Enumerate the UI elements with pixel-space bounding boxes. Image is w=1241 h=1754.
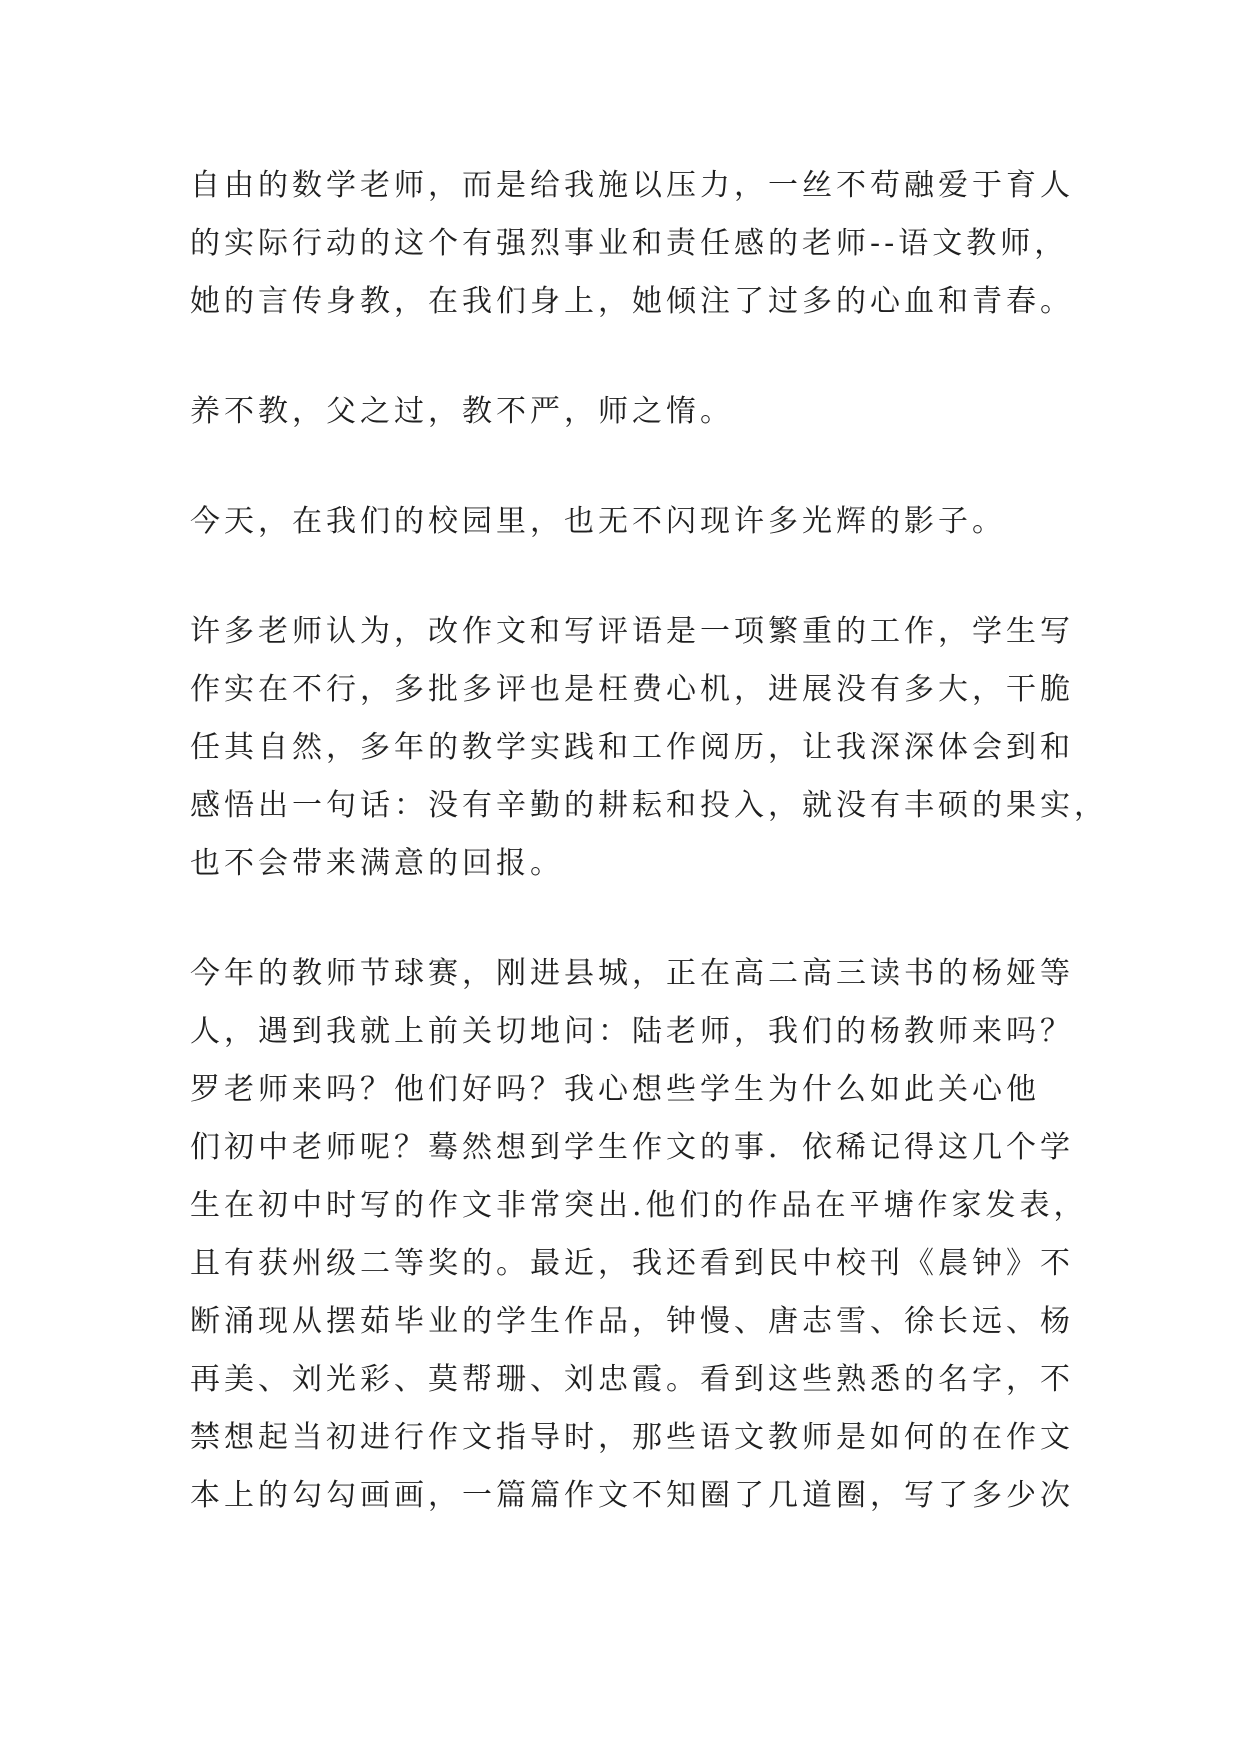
paragraph bbox=[190, 603, 1108, 893]
text-line: 的实际行动的这个有强烈事业和责任感的老师--语文教师， bbox=[190, 226, 1069, 261]
text-line: 也不会带来满意的回报。 bbox=[190, 846, 564, 881]
paragraph bbox=[190, 493, 1070, 551]
text-line: 今天，在我们的校园里，也无不闪现许多光辉的影子。 bbox=[190, 504, 1006, 539]
text-line: 们初中老师呢？蓦然想到学生作文的事．依稀记得这几个学 bbox=[190, 1130, 1074, 1165]
document-body bbox=[190, 157, 1108, 1577]
text-line: 再美、刘光彩、莫帮珊、刘忠霞。看到这些熟悉的名字，不 bbox=[190, 1362, 1074, 1397]
paragraph bbox=[190, 157, 1074, 331]
paragraph bbox=[190, 945, 1088, 1525]
paragraph bbox=[190, 383, 1070, 441]
text-line: 禁想起当初进行作文指导时，那些语文教师是如何的在作文 bbox=[190, 1420, 1074, 1455]
text-line: 感悟出一句话：没有辛勤的耕耘和投入，就没有丰硕的果实， bbox=[190, 788, 1108, 823]
text-line: 且有获州级二等奖的。最近，我还看到民中校刊《晨钟》不 bbox=[190, 1246, 1074, 1281]
text-line: 本上的勾勾画画，一篇篇作文不知圈了几道圈，写了多少次 bbox=[190, 1478, 1074, 1513]
text-line: 许多老师认为，改作文和写评语是一项繁重的工作，学生写 bbox=[190, 614, 1074, 649]
text-line: 养不教，父之过，教不严，师之惰。 bbox=[190, 394, 734, 429]
text-line: 罗老师来吗？他们好吗？我心想些学生为什么如此关心他 bbox=[190, 1072, 1040, 1107]
text-line: 生在初中时写的作文非常突出.他们的作品在平塘作家发表， bbox=[190, 1188, 1088, 1223]
text-line: 作实在不行，多批多评也是枉费心机，进展没有多大，干脆 bbox=[190, 672, 1074, 707]
text-line: 任其自然，多年的教学实践和工作阅历，让我深深体会到和 bbox=[190, 730, 1074, 765]
text-line: 自由的数学老师，而是给我施以压力，一丝不苟融爱于育人 bbox=[190, 168, 1074, 203]
text-line: 断涌现从摆茹毕业的学生作品，钟慢、唐志雪、徐长远、杨 bbox=[190, 1304, 1074, 1339]
text-line: 她的言传身教，在我们身上，她倾注了过多的心血和青春。 bbox=[190, 284, 1074, 319]
text-line: 今年的教师节球赛，刚进县城，正在高二高三读书的杨娅等 bbox=[190, 956, 1074, 991]
text-line: 人，遇到我就上前关切地问：陆老师，我们的杨教师来吗？ bbox=[190, 1014, 1074, 1049]
